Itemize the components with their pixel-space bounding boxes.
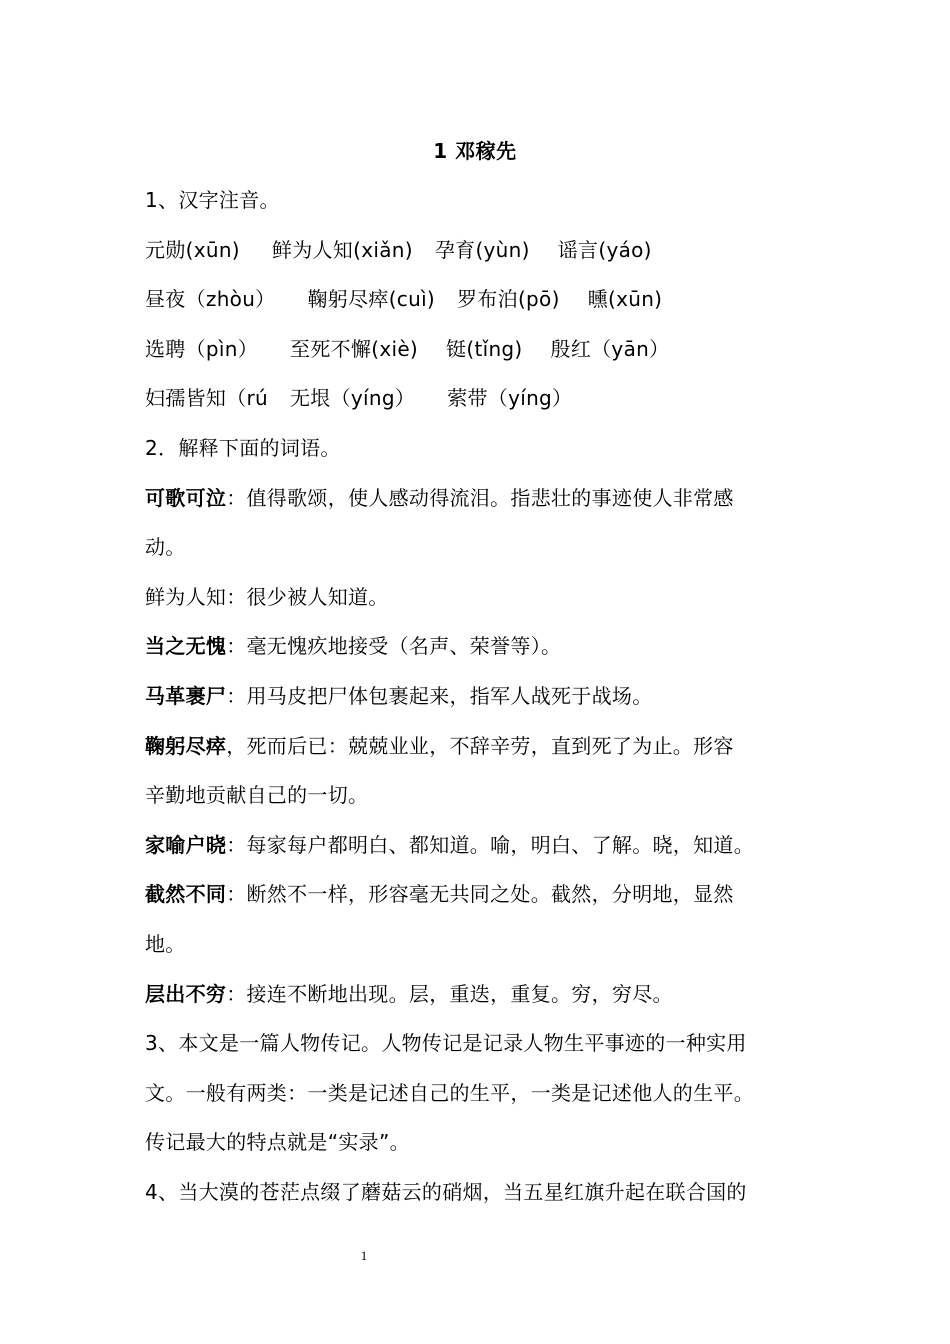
definition-line xyxy=(145,731,815,781)
definition-line xyxy=(145,879,815,929)
definition-line xyxy=(145,979,815,1029)
term: 鞠躬尽瘁 xyxy=(145,733,227,758)
pinyin-item: 昼夜（zhòu） xyxy=(145,287,276,312)
definition-line: 鲜为人知：很少被人知道。 xyxy=(145,584,389,609)
pinyin-item: 谣言(yáo) xyxy=(557,237,652,262)
term: 层出不穷 xyxy=(145,981,227,1006)
definition-line: 辛勤地贡献自己的一切。 xyxy=(145,783,369,808)
section-3-line: 3、本文是一篇人物传记。人物传记是记录人物生平事迹的一种实用 xyxy=(145,1031,747,1056)
pinyin-row-3 xyxy=(145,334,815,384)
definition: ：用马皮把尸体包裹起来，指军人战死于战场。 xyxy=(226,683,653,708)
section-4-line: 4、当大漠的苍茫点缀了蘑菇云的硝烟，当五星红旗升起在联合国的 xyxy=(145,1179,747,1204)
pinyin-item: 鞠躬尽瘁(cuì) xyxy=(307,287,436,312)
page-number: 1 xyxy=(360,1248,368,1263)
pinyin-item: 元勋(xūn) xyxy=(145,237,240,262)
definition-line xyxy=(145,830,815,880)
pinyin-item: 无垠（yíng） xyxy=(290,386,416,411)
definition: ：每家每户都明白、都知道。喻，明白、了解。晓，知道。 xyxy=(226,832,755,857)
page-title: 1 邓稼先 xyxy=(433,139,517,163)
definition: ：值得歌颂，使人感动得流泪。指悲壮的事迹使人非常感 xyxy=(226,485,734,510)
definition: ，死而后已：兢兢业业，不辞辛劳，直到死了为止。形容 xyxy=(226,733,734,758)
term: 家喻户晓 xyxy=(145,832,227,857)
pinyin-item: 至死不懈(xiè) xyxy=(290,336,419,361)
pinyin-row-1 xyxy=(145,235,815,285)
definition: ：断然不一样，形容毫无共同之处。截然，分明地，显然 xyxy=(226,882,734,907)
section-1-heading: 1、汉字注音。 xyxy=(145,188,280,212)
pinyin-item: 铤(tǐng) xyxy=(446,336,523,361)
pinyin-item: 罗布泊(pō) xyxy=(457,287,560,312)
section-3-line: 传记最大的特点就是“实录”。 xyxy=(145,1130,410,1155)
document-body xyxy=(145,185,815,1226)
pinyin-item: 妇孺皆知（rú xyxy=(145,386,268,411)
section-2-heading: 2．解释下面的词语。 xyxy=(145,435,341,460)
definition-line xyxy=(145,631,815,681)
definition-line xyxy=(145,483,815,533)
term: 可歌可泣 xyxy=(145,485,227,510)
pinyin-item: 曛(xūn) xyxy=(587,287,663,312)
pinyin-row-4 xyxy=(145,383,815,433)
definition: ：毫无愧疚地接受（名声、荣誉等）。 xyxy=(226,634,562,659)
section-3-line: 文。一般有两类：一类是记述自己的生平，一类是记述他人的生平。 xyxy=(145,1080,754,1105)
term: 当之无愧 xyxy=(145,634,227,659)
definition-line: 动。 xyxy=(145,535,186,560)
pinyin-item: 殷红（yān） xyxy=(550,336,670,361)
term: 马革裹尸 xyxy=(145,683,227,708)
definition-line: 地。 xyxy=(145,931,186,956)
pinyin-item: 鲜为人知(xiǎn) xyxy=(271,237,413,262)
definition-line xyxy=(145,681,815,731)
pinyin-item: 选聘（pìn） xyxy=(145,336,259,361)
term: 截然不同 xyxy=(145,882,227,907)
pinyin-item: 萦带（yíng） xyxy=(447,386,573,411)
definition: ：接连不断地出现。层，重迭，重复。穷，穷尽。 xyxy=(226,981,673,1006)
pinyin-row-2 xyxy=(145,284,815,334)
pinyin-item: 孕育(yùn) xyxy=(434,237,530,262)
